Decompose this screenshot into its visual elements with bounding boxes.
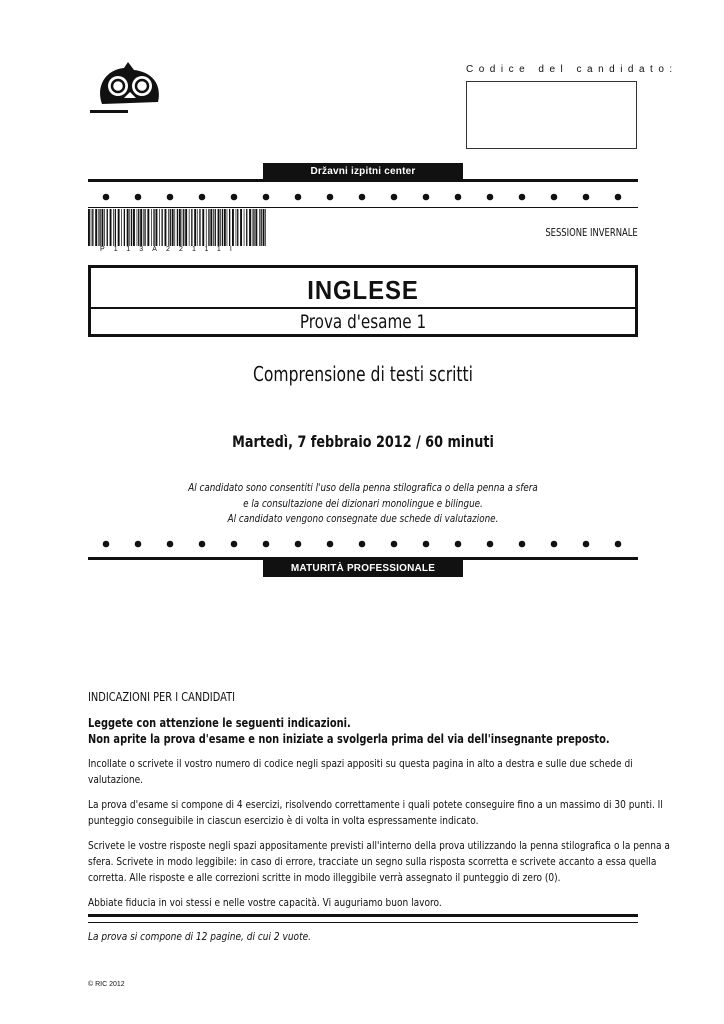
barcode-bar [224,209,226,246]
paragraph-line: Incollate o scrivete il vostro numero di codice negli spazi appositi su questa pagina in alto a destra e sulle due schede di [88,757,633,770]
barcode-bar [213,209,214,246]
barcode-bar [102,209,104,246]
barcode-bar [246,209,247,246]
barcode-bar [162,209,163,246]
barcode-bar [143,209,144,246]
barcode-bar [165,209,167,246]
divider-dot [135,541,142,548]
barcode-bar [124,209,125,246]
divider-dot [167,194,174,201]
allowed-materials-line: Al candidato sono consentiti l'uso della penna stilografica o della penna a sfera [188,481,538,494]
divider-dot [327,541,334,548]
barcode-bar [202,209,204,246]
divider-dot [103,194,110,201]
divider-dot [551,194,558,201]
barcode-bar [249,209,251,246]
candidate-code-box[interactable] [466,81,637,149]
barcode-bar [263,209,265,246]
divider-dot [487,541,494,548]
barcode-bar [140,209,142,246]
divider-dot [423,541,430,548]
instructions-paragraph [88,797,663,829]
paragraph-line: La prova d'esame si compone di 4 esercizi, risolvendo correttamente i quali potete conseguire fino a un massimo di 30 punti. Il [88,798,663,811]
divider-dot [487,194,494,201]
divider-dot [199,194,206,201]
dot-divider-top [88,190,638,204]
divider-dot [519,541,526,548]
barcode-icon [88,209,268,246]
barcode-bar [129,209,130,246]
footer-rule [88,914,638,917]
barcode-bar [259,209,260,246]
dot-divider-bottom [88,537,638,551]
barcode-bar [208,209,209,246]
barcode-bar [104,209,105,246]
barcode-bar [170,209,171,246]
barcode-bar [215,209,216,246]
barcode-bar [220,209,221,246]
barcode-bar [138,209,139,246]
barcode-bar [131,209,132,246]
barcode-bar [174,209,175,246]
barcode-bar [159,209,160,246]
barcode-bar [199,209,200,246]
barcode-bar [121,209,122,246]
divider-dot [391,194,398,201]
barcode-bar [98,209,99,246]
barcode-bar [244,209,245,246]
divider-dot [359,541,366,548]
divider-dot [327,194,334,201]
paragraph-line: punteggio conseguibile in ciascun esercizio è di volta in volta espressamente indicato. [88,814,479,827]
instructions-paragraph [88,756,637,788]
instructions-bold-line: Non aprite la prova d'esame e non iniziate a svolgerla prima del via dell'insegnante preposto. [88,732,610,746]
barcode-bar [110,209,112,246]
barcode-bar [191,209,192,246]
barcode-bar [206,209,207,246]
barcode-bar [118,209,120,246]
barcode-bar [144,209,145,246]
candidate-code-label: Codice del candidato: [466,64,678,75]
section-title: Comprensione di testi scritti [252,362,474,386]
barcode-bar [113,209,114,246]
divider-dot [583,541,590,548]
barcode-bar [95,209,97,246]
barcode-number: P113A22111I [100,246,241,253]
barcode-bar [222,209,223,246]
pages-note: La prova si compone di 12 pagine, di cui 2 vuote. [88,930,312,943]
copyright: © RIC 2012 [88,981,125,988]
barcode-bar [172,209,174,246]
barcode-bar [261,209,262,246]
session-label: SESSIONE INVERNALE [545,226,638,239]
barcode-bar [107,209,108,246]
barcode-bar [189,209,190,246]
barcode-bar [127,209,129,246]
barcode-bar [210,209,212,246]
barcode-bar [218,209,220,246]
barcode-bar [194,209,196,246]
divider-dot [199,541,206,548]
barcode-bar [179,209,181,246]
divider-dot [295,541,302,548]
barcode-bar [182,209,183,246]
exam-date: Martedì, 7 febbraio 2012 / 60 minuti [232,432,494,451]
barcode-bar [197,209,198,246]
divider-dot [263,194,270,201]
barcode-bar [236,209,237,246]
barcode-bar [255,209,257,246]
barcode-bar [92,209,93,246]
barcode-bar [183,209,184,246]
top-rule [88,179,638,182]
exam-paper-label: Prova d'esame 1 [299,311,427,333]
paragraph-line: sfera. Scrivete in modo leggibile: in caso di errore, tracciate un segno sulla risposta scorretta e scrivete accanto a essa quella [88,855,657,868]
barcode-bar [185,209,187,246]
barcode-bar [229,209,230,246]
divider-dot [135,194,142,201]
barcode-bar [253,209,254,246]
title-divider [91,307,635,309]
barcode-bar [147,209,149,246]
barcode-bar [153,209,154,246]
barcode-bar [232,209,234,246]
paragraph-line: valutazione. [88,773,144,786]
barcode-bar [227,209,228,246]
footer-rule-thin [88,922,638,923]
divider-dot [391,541,398,548]
barcode-bar [99,209,100,246]
allowed-materials [143,480,583,527]
barcode-bar [252,209,253,246]
barcode-bar [115,209,116,246]
divider-dot [551,541,558,548]
divider-dot [295,194,302,201]
barcode-bar [88,209,90,246]
divider-dot [103,541,110,548]
allowed-materials-line: e la consultazione dei dizionari monolingue e bilingue. [243,496,483,510]
divider-dot [615,194,622,201]
paragraph-line: corretta. Alle risposte e alle correzioni scritte in modo illeggibile verrà assegnato il punteggio di zero (0). [88,871,561,884]
paragraph-line: Scrivete le vostre risposte negli spazi appositamente previsti all'interno della prova utilizzando la penna stilografica o la penna a [88,839,670,852]
instructions-heading: INDICAZIONI PER I CANDIDATI [88,690,235,704]
barcode-bar [168,209,169,246]
subject-title: INGLESE [307,275,419,305]
owl-logo-icon [88,58,168,118]
divider-dot [359,194,366,201]
divider-dot [167,541,174,548]
barcode-bar [237,209,238,246]
divider-dot [231,194,238,201]
instructions-paragraph [88,838,670,886]
barcode-bar [240,209,242,246]
rule-under-dots [88,207,638,208]
divider-dot [519,194,526,201]
barcode-bar [177,209,178,246]
divider-dot [263,541,270,548]
center-name-banner: Državni izpitni center [263,163,463,180]
barcode-bar [151,209,152,246]
divider-dot [231,541,238,548]
barcode-bar [133,209,135,246]
allowed-materials-line: Al candidato vengono consegnate due schede di valutazione. [227,512,499,525]
paragraph-line: Abbiate fiducia in voi stessi e nelle vostre capacità. Vi auguriamo buon lavoro. [88,896,442,909]
divider-dot [455,541,462,548]
level-banner: MATURITÀ PROFESSIONALE [263,560,463,577]
barcode-bar [156,209,158,246]
barcode-bar [137,209,138,246]
divider-dot [455,194,462,201]
candidate-instructions [88,690,670,911]
barcode-bar [91,209,92,246]
instructions-bold-line: Leggete con attenzione le seguenti indicazioni. [88,716,351,730]
divider-dot [423,194,430,201]
barcode-bar [265,209,266,246]
divider-dot [583,194,590,201]
instructions-paragraph [88,895,637,911]
divider-dot [615,541,622,548]
